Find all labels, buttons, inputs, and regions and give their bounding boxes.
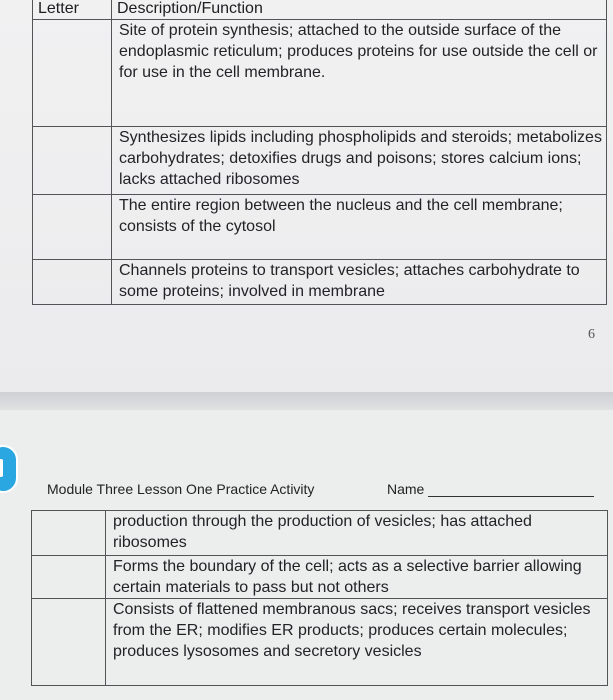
description-column-header: Description/Function (112, 0, 607, 20)
description-cell: Forms the boundary of the cell; acts as a selective barrier allowing certain materials to pass but not others (106, 556, 608, 599)
page-break (0, 392, 613, 412)
table-row (33, 127, 607, 195)
description-cell: Site of protein synthesis; attached to the outside surface of the endoplasmic reticulum; produces proteins for use outside the cell or for use in the cell membrane. (112, 20, 607, 127)
letter-answer-cell[interactable] (33, 127, 112, 195)
description-cell: Synthesizes lipids including phospholipids and steroids; metabolizes carbohydrates; detoxifies drugs and poisons; stores calcium ions; lacks attached ribosomes (112, 127, 607, 195)
table-row (33, 260, 607, 305)
table-row (33, 20, 607, 127)
table-header-row (33, 0, 607, 20)
table-row (33, 195, 607, 260)
letter-answer-cell[interactable] (33, 195, 112, 260)
description-cell: production through the production of vesicles; has attached ribosomes (106, 511, 608, 556)
description-cell: The entire region between the nucleus and the cell membrane; consists of the cytosol (112, 195, 607, 260)
module-title: Module Three Lesson One Practice Activity (47, 481, 315, 497)
table-row (32, 556, 608, 599)
info-icon[interactable] (0, 445, 18, 493)
letter-answer-cell[interactable] (33, 20, 112, 127)
name-blank-line[interactable] (428, 496, 594, 497)
letter-answer-cell[interactable] (32, 556, 106, 599)
letter-answer-cell[interactable] (32, 511, 106, 556)
organelle-function-table-bottom (31, 510, 608, 686)
page-number: 6 (588, 327, 595, 342)
letter-answer-cell[interactable] (32, 599, 106, 686)
letter-column-header: Letter (33, 0, 112, 20)
description-cell: Consists of flattened membranous sacs; receives transport vesicles from the ER; modifies ER products; produces certain molecules; produces lysosomes and secretory vesicles (106, 599, 608, 686)
table-row (32, 599, 608, 686)
name-label: Name (387, 481, 425, 497)
table-row (32, 511, 608, 556)
letter-answer-cell[interactable] (33, 260, 112, 305)
organelle-function-table-top (32, 0, 607, 305)
description-cell: Channels proteins to transport vesicles; attaches carbohydrate to some proteins; involved in membrane (112, 260, 607, 305)
page2-header (47, 481, 607, 501)
